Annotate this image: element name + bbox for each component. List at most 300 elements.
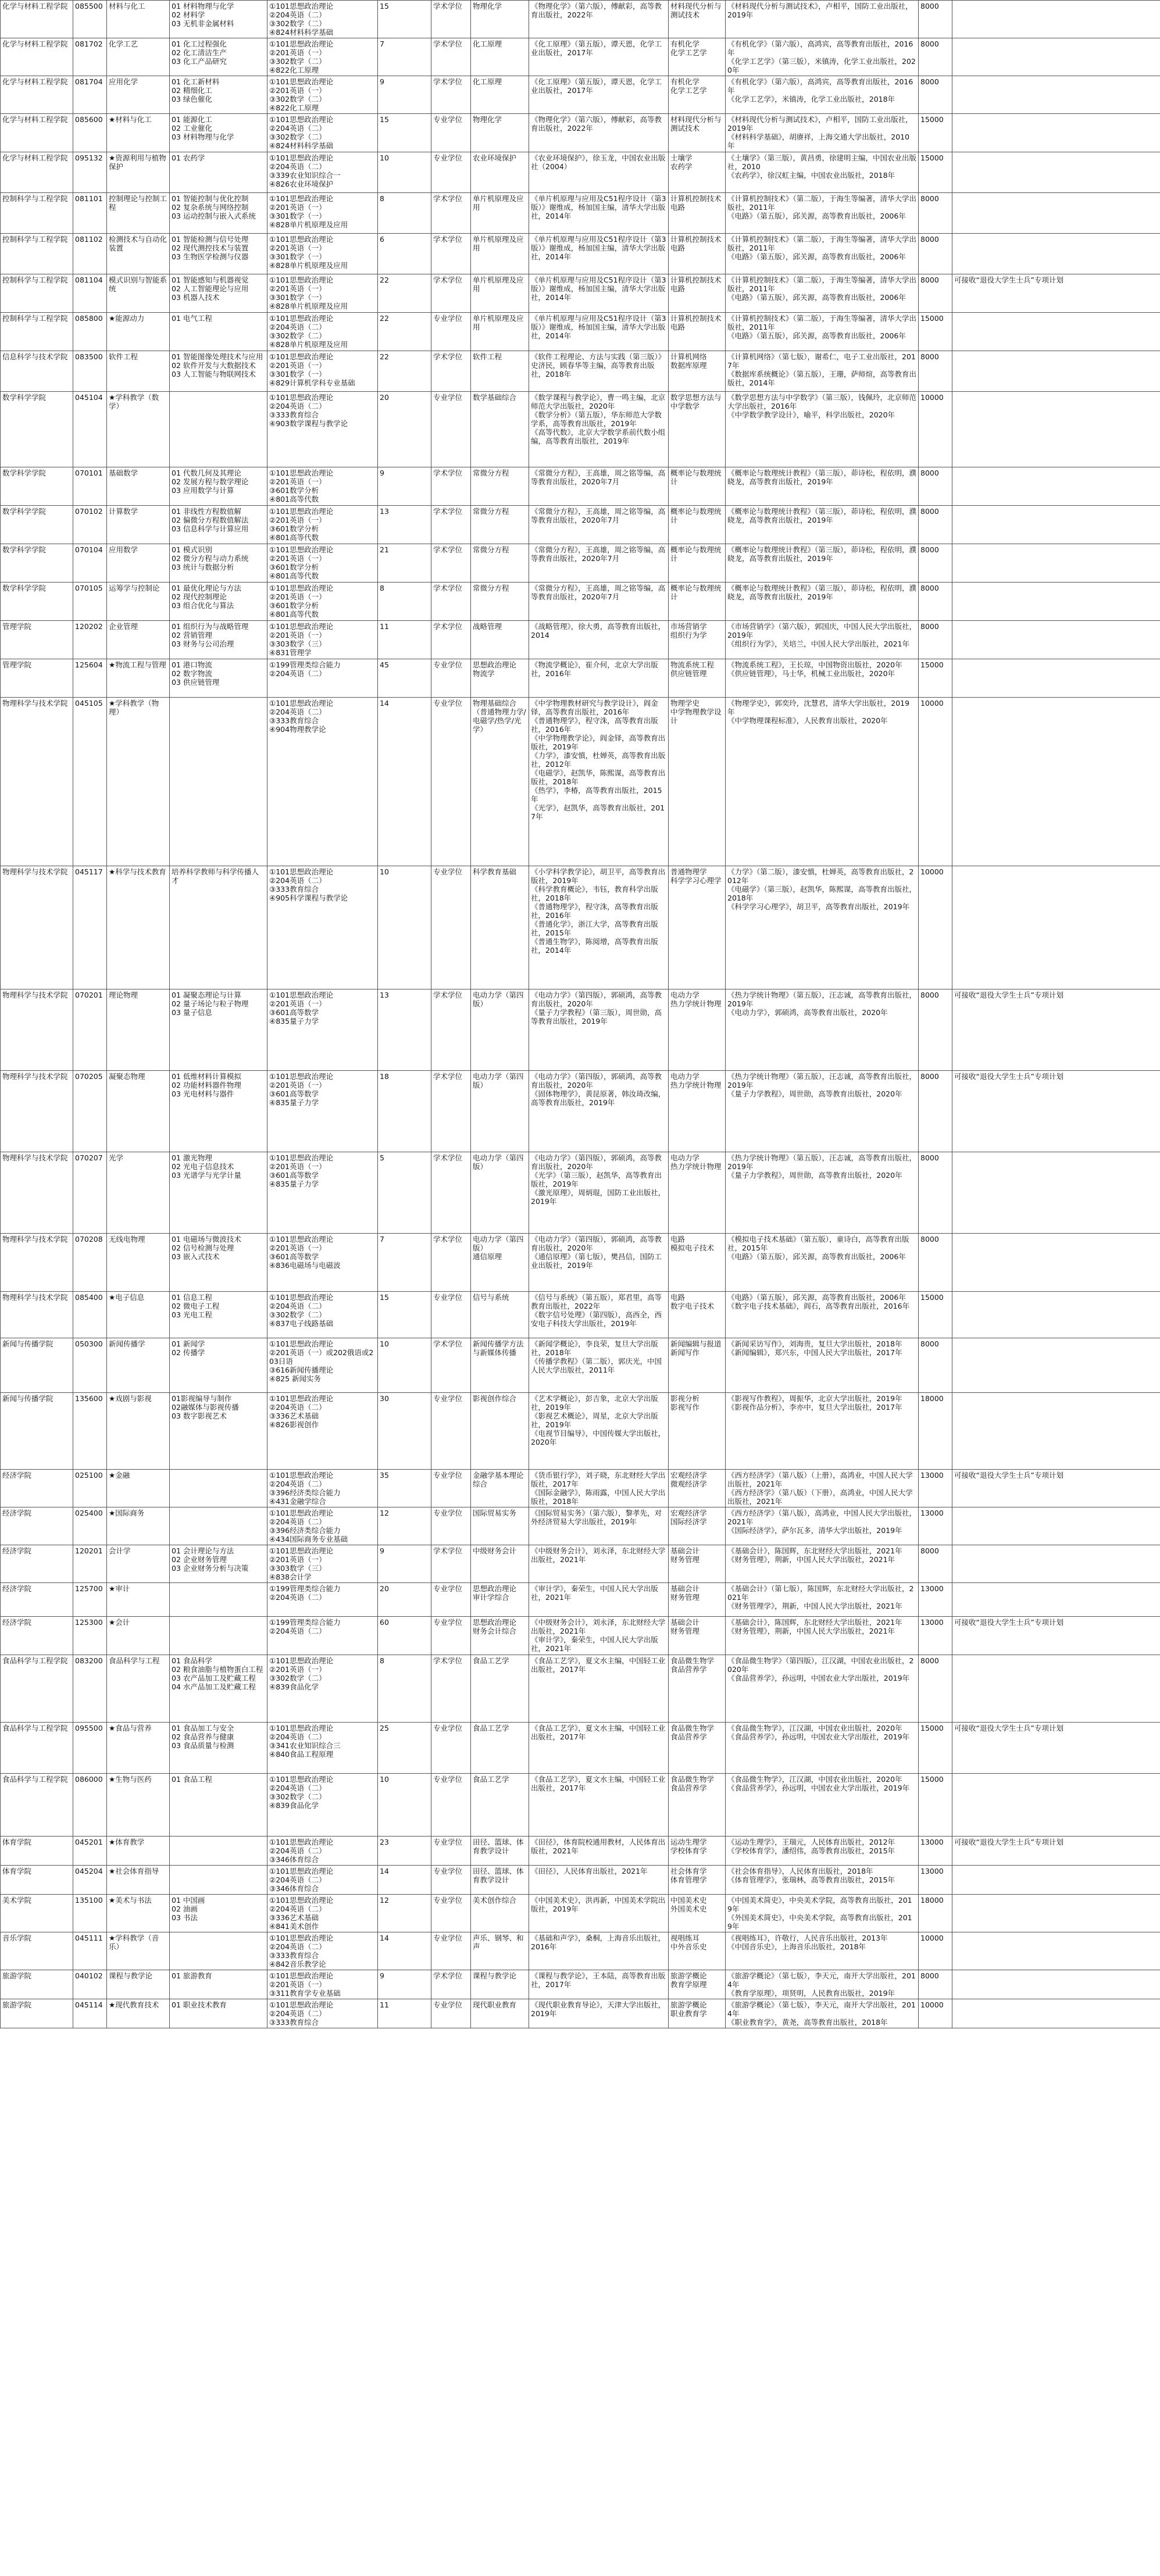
degree-type-cell: 学术学位 xyxy=(431,621,471,659)
table-row xyxy=(1,274,1160,313)
retest-subject-cell: 课程与教学论 xyxy=(471,1970,529,1999)
table-row xyxy=(1,1583,1160,1617)
tuition-cell: 15000 xyxy=(919,1774,952,1837)
college-cell: 控制科学与工程学院 xyxy=(1,313,73,351)
research-directions-cell: 01 智能检测与信号处理 02 现代测控技术与装置 03 生物医学检测与仪器 xyxy=(170,234,267,274)
retest-subject-cell: 化工原理 xyxy=(471,38,529,76)
degree-type-cell: 专业学位 xyxy=(431,698,471,866)
major-name-cell: 应用化学 xyxy=(107,76,170,114)
exam-subjects-cell: ①101思想政治理论 ②201英语（一） ③303数学（三） ④838会计学 xyxy=(267,1545,378,1583)
exam-subjects-cell: ①101思想政治理论 ②204英语（二） ③302数学（二） ④824材料科学基础 xyxy=(267,1,378,38)
major-name-cell: 光学 xyxy=(107,1152,170,1234)
exam-subjects-cell: ①101思想政治理论 ②204英语（二） ③302数学（二） ④837电子线路基础 xyxy=(267,1292,378,1338)
extra-test-reference-books-cell: 《食品微生物学》（第四版），江汉湖，中国农业出版社，2020年 《食品营养学》，孙远明，中国农业大学出版社，2019年 xyxy=(726,1655,919,1723)
degree-type-cell: 学术学位 xyxy=(431,38,471,76)
research-directions-cell: 01 化工过程强化 02 化工清洁生产 03 化工产品研究 xyxy=(170,38,267,76)
exam-subjects-cell: ①101思想政治理论 ②204英语（二） ③396经济类综合能力 ④434国际商务专业基础 xyxy=(267,1507,378,1545)
remarks-cell xyxy=(952,234,1160,274)
college-cell: 信息科学与技术学院 xyxy=(1,351,73,392)
table-row xyxy=(1,114,1160,152)
table-row xyxy=(1,351,1160,392)
college-cell: 控制科学与工程学院 xyxy=(1,274,73,313)
retest-subject-cell: 电动力学（第四版） xyxy=(471,989,529,1071)
table-row xyxy=(1,1655,1160,1723)
retest-reference-books-cell: 《数学课程与教学论》，曹一鸣主编，北京师范大学出版社，2020年 《数学分析》（第五版），华东师范大学数学系，高等教育出版社，2019年 《高等代数》，北京大学数学系前代数小组编，高等教育出版社，2019年 xyxy=(529,392,669,467)
remarks-cell xyxy=(952,583,1160,621)
retest-reference-books-cell: 《基础和声学》，桑桐，上海音乐出版社，2016年 xyxy=(529,1932,669,1970)
extra-test-subject-cell: 计算机控制技术 电路 xyxy=(669,313,726,351)
major-name-cell: ★物流工程与管理 xyxy=(107,659,170,698)
college-cell: 经济学院 xyxy=(1,1583,73,1617)
retest-subject-cell: 物理基础综合（普通物理力学/电磁学/热学/光学） xyxy=(471,698,529,866)
retest-subject-cell: 数学基础综合 xyxy=(471,392,529,467)
research-directions-cell: 01 农药学 xyxy=(170,152,267,193)
remarks-cell: 可接收“退役大学生士兵”专项计划 xyxy=(952,274,1160,313)
extra-test-reference-books-cell: 《模拟电子技术基础》（第五版），童诗白，高等教育出版社，2015年 《电路》（第五版），邱关源，高等教育出版社，2006年 xyxy=(726,1234,919,1292)
retest-subject-cell: 电动力学（第四版） 通信原理 xyxy=(471,1234,529,1292)
remarks-cell: 可接收“退役大学生士兵”专项计划 xyxy=(952,1617,1160,1655)
college-cell: 体育学院 xyxy=(1,1866,73,1895)
retest-subject-cell: 食品工艺学 xyxy=(471,1723,529,1774)
college-cell: 物理科学与技术学院 xyxy=(1,1071,73,1152)
remarks-cell xyxy=(952,1932,1160,1970)
retest-subject-cell: 田径、篮球、体育教学设计 xyxy=(471,1837,529,1866)
college-cell: 管理学院 xyxy=(1,659,73,698)
enrollment-count-cell: 60 xyxy=(378,1617,431,1655)
enrollment-count-cell: 18 xyxy=(378,1071,431,1152)
degree-type-cell: 专业学位 xyxy=(431,392,471,467)
retest-subject-cell: 常微分方程 xyxy=(471,583,529,621)
remarks-cell xyxy=(952,114,1160,152)
retest-subject-cell: 电动力学（第四版） xyxy=(471,1152,529,1234)
remarks-cell xyxy=(952,1393,1160,1470)
enrollment-count-cell: 7 xyxy=(378,1234,431,1292)
retest-subject-cell: 科学教育基础 xyxy=(471,866,529,989)
major-code-cell: 125604 xyxy=(73,659,107,698)
tuition-cell: 8000 xyxy=(919,1234,952,1292)
table-row xyxy=(1,506,1160,544)
major-name-cell: ★材料与化工 xyxy=(107,114,170,152)
research-directions-cell: 01 智能感知与机器视觉 02 人工智能理论与应用 03 机器人技术 xyxy=(170,274,267,313)
table-row xyxy=(1,1507,1160,1545)
exam-subjects-cell: ①101思想政治理论 ②204英语（二） ③302数学（二） ④828单片机原理及应用 xyxy=(267,313,378,351)
remarks-cell xyxy=(952,467,1160,506)
retest-subject-cell: 物理化学 xyxy=(471,114,529,152)
major-name-cell: ★审计 xyxy=(107,1583,170,1617)
extra-test-subject-cell: 影视分析 影视写作 xyxy=(669,1393,726,1470)
enrollment-count-cell: 8 xyxy=(378,1655,431,1723)
table-row xyxy=(1,1470,1160,1507)
tuition-cell: 15000 xyxy=(919,313,952,351)
research-directions-cell: 01 化工新材料 02 精细化工 03 绿色催化 xyxy=(170,76,267,114)
enrollment-count-cell: 14 xyxy=(378,1866,431,1895)
table-row xyxy=(1,1866,1160,1895)
college-cell: 旅游学院 xyxy=(1,1970,73,1999)
college-cell: 食品科学与工程学院 xyxy=(1,1774,73,1837)
tuition-cell: 8000 xyxy=(919,1655,952,1723)
exam-subjects-cell: ①101思想政治理论 ②201英语（一） ③301数学（一） ④828单片机原理及应用 xyxy=(267,193,378,234)
research-directions-cell: 01 激光物理 02 光电子信息技术 03 光谱学与光学计量 xyxy=(170,1152,267,1234)
remarks-cell xyxy=(952,392,1160,467)
remarks-cell xyxy=(952,1866,1160,1895)
exam-subjects-cell: ①101思想政治理论 ②204英语（二） ③346体育综合 xyxy=(267,1837,378,1866)
table-row xyxy=(1,1932,1160,1970)
tuition-cell: 13000 xyxy=(919,1866,952,1895)
major-code-cell: 045117 xyxy=(73,866,107,989)
extra-test-subject-cell: 材料现代分析与测试技术 xyxy=(669,1,726,38)
retest-reference-books-cell: 《食品工艺学》，夏文水主编，中国轻工业出版社，2017年 xyxy=(529,1655,669,1723)
extra-test-subject-cell: 概率论与数理统计 xyxy=(669,583,726,621)
exam-subjects-cell: ①101思想政治理论 ②201英语（一） ③601数学分析 ④801高等代数 xyxy=(267,467,378,506)
major-code-cell: 045201 xyxy=(73,1837,107,1866)
table-row xyxy=(1,866,1160,989)
tuition-cell: 13000 xyxy=(919,1837,952,1866)
research-directions-cell: 01 旅游教育 xyxy=(170,1970,267,1999)
major-name-cell: 课程与教学论 xyxy=(107,1970,170,1999)
enrollment-count-cell: 5 xyxy=(378,1152,431,1234)
table-row xyxy=(1,392,1160,467)
retest-reference-books-cell: 《化工原理》（第五版），谭天恩，化学工业出版社，2017年 xyxy=(529,38,669,76)
remarks-cell xyxy=(952,1338,1160,1393)
extra-test-reference-books-cell: 《概率论与数理统计教程》（第三版），茆诗松，程依明，濮晓龙，高等教育出版社，2019年 xyxy=(726,583,919,621)
retest-reference-books-cell: 《软件工程理论、方法与实践（第三版）》史济民，顾春华等主编，高等教育出版社，2018年 xyxy=(529,351,669,392)
extra-test-reference-books-cell: 《新闻采访写作》，刘海贵，复旦大学出版社，2018年 《新闻编辑》，郑兴东，中国人民大学出版社，2017年 xyxy=(726,1338,919,1393)
retest-subject-cell: 软件工程 xyxy=(471,351,529,392)
extra-test-subject-cell: 计算机网络 数据库原理 xyxy=(669,351,726,392)
degree-type-cell: 专业学位 xyxy=(431,1583,471,1617)
degree-type-cell: 学术学位 xyxy=(431,1655,471,1723)
table-body xyxy=(1,1,1160,2028)
table-row xyxy=(1,659,1160,698)
tuition-cell: 8000 xyxy=(919,234,952,274)
major-code-cell: 070201 xyxy=(73,989,107,1071)
extra-test-subject-cell: 中国美术史 外国美术史 xyxy=(669,1895,726,1932)
retest-subject-cell: 美术创作综合 xyxy=(471,1895,529,1932)
college-cell: 物理科学与技术学院 xyxy=(1,1234,73,1292)
retest-subject-cell: 单片机原理及应用 xyxy=(471,313,529,351)
enrollment-count-cell: 12 xyxy=(378,1895,431,1932)
enrollment-count-cell: 14 xyxy=(378,698,431,866)
retest-reference-books-cell: 《单片机原理与应用及C51程序设计（第3版）》谢维成，杨加国主编，清华大学出版社，2014年 xyxy=(529,234,669,274)
major-code-cell: 050300 xyxy=(73,1338,107,1393)
exam-subjects-cell: ①101思想政治理论 ②201英语（一） ③301数学（一） ④828单片机原理及应用 xyxy=(267,274,378,313)
extra-test-subject-cell: 宏观经济学 国际经济学 xyxy=(669,1507,726,1545)
remarks-cell xyxy=(952,38,1160,76)
table-row xyxy=(1,313,1160,351)
table-row xyxy=(1,1545,1160,1583)
extra-test-reference-books-cell: 《概率论与数理统计教程》（第三版），茆诗松，程依明，濮晓龙，高等教育出版社，2019年 xyxy=(726,506,919,544)
research-directions-cell: 01 会计理论与方法 02 企业财务管理 03 企业财务分析与决策 xyxy=(170,1545,267,1583)
enrollment-count-cell: 20 xyxy=(378,1583,431,1617)
extra-test-subject-cell: 基础会计 财务管理 xyxy=(669,1545,726,1583)
tuition-cell: 8000 xyxy=(919,1,952,38)
extra-test-reference-books-cell: 《旅游学概论》（第七版），李天元，南开大学出版社，2014年 《职业教育学》，黄尧，高等教育出版社，2018年 xyxy=(726,1999,919,2028)
research-directions-cell: 01 能源化工 02 工业催化 03 材料物理与化学 xyxy=(170,114,267,152)
major-code-cell: 135600 xyxy=(73,1393,107,1470)
major-code-cell: 045114 xyxy=(73,1999,107,2028)
college-cell: 食品科学与工程学院 xyxy=(1,1655,73,1723)
major-name-cell: ★食品与营养 xyxy=(107,1723,170,1774)
degree-type-cell: 学术学位 xyxy=(431,506,471,544)
college-cell: 经济学院 xyxy=(1,1470,73,1507)
extra-test-reference-books-cell: 《食品微生物学》，江汉湖，中国农业出版社，2020年 《食品营养学》，孙远明，中国农业大学出版社，2019年 xyxy=(726,1774,919,1837)
extra-test-subject-cell: 有机化学 化学工艺学 xyxy=(669,76,726,114)
extra-test-subject-cell: 社会体育学 体育管理学 xyxy=(669,1866,726,1895)
tuition-cell: 8000 xyxy=(919,1970,952,1999)
table-row xyxy=(1,1895,1160,1932)
retest-reference-books-cell: 《田径》，人民体育出版社，2021年 xyxy=(529,1866,669,1895)
major-name-cell: ★科学与技术教育 xyxy=(107,866,170,989)
exam-subjects-cell: ①101思想政治理论 ②204英语（二） ③333教育综合 ④842音乐教学论 xyxy=(267,1932,378,1970)
major-code-cell: 045104 xyxy=(73,392,107,467)
exam-subjects-cell: ①101思想政治理论 ②204英语（二） ③333教育综合 ④905科学课程与教学论 xyxy=(267,866,378,989)
table-row xyxy=(1,152,1160,193)
extra-test-subject-cell: 土壤学 农药学 xyxy=(669,152,726,193)
degree-type-cell: 专业学位 xyxy=(431,659,471,698)
table-row xyxy=(1,583,1160,621)
tuition-cell: 10000 xyxy=(919,866,952,989)
extra-test-reference-books-cell: 《概率论与数理统计教程》（第三版），茆诗松，程依明，濮晓龙，高等教育出版社，2019年 xyxy=(726,467,919,506)
major-code-cell: 025400 xyxy=(73,1507,107,1545)
extra-test-subject-cell: 材料现代分析与测试技术 xyxy=(669,114,726,152)
enrollment-count-cell: 15 xyxy=(378,1292,431,1338)
table-row xyxy=(1,1723,1160,1774)
exam-subjects-cell: ①101思想政治理论 ②204英语（二） ③346体育综合 xyxy=(267,1866,378,1895)
major-name-cell: ★现代教育技术 xyxy=(107,1999,170,2028)
exam-subjects-cell: ①101思想政治理论 ②201英语（一） ③303数学（三） ④831管理学 xyxy=(267,621,378,659)
retest-reference-books-cell: 《小学科学教学论》，胡卫平，高等教育出版社，2019年 《科学教育概论》，韦钰，教育科学出版社，2018年 《普通物理学》，程守洙，高等教育出版社，2016年 《普通化学》，浙江大学，高等教育出版社，2015年 《普通生物学》，陈阅增，高等教育出版社，2014年 xyxy=(529,866,669,989)
retest-subject-cell: 单片机原理及应用 xyxy=(471,193,529,234)
enrollment-count-cell: 22 xyxy=(378,274,431,313)
extra-test-reference-books-cell: 《食品微生物学》，江汉湖，中国农业出版社，2020年 《食品营养学》，孙远明，中国农业大学出版社，2019年 xyxy=(726,1723,919,1774)
table-row xyxy=(1,234,1160,274)
exam-subjects-cell: ①101思想政治理论 ②204英语（二） ③341农业知识综合三 ④840食品工程原理 xyxy=(267,1723,378,1774)
enrollment-count-cell: 20 xyxy=(378,392,431,467)
remarks-cell xyxy=(952,866,1160,989)
retest-reference-books-cell: 《食品工艺学》，夏文水主编，中国轻工业出版社，2017年 xyxy=(529,1723,669,1774)
retest-reference-books-cell: 《战略管理》，徐大勇，高等教育出版社，2014 xyxy=(529,621,669,659)
exam-subjects-cell: ①101思想政治理论 ②204英语（二） ③336艺术基础 ④826影视创作 xyxy=(267,1393,378,1470)
exam-subjects-cell: ①101思想政治理论 ②201英语（一） ③302数学（二） ④839食品化学 xyxy=(267,1655,378,1723)
enrollment-count-cell: 23 xyxy=(378,1837,431,1866)
tuition-cell: 15000 xyxy=(919,1292,952,1338)
exam-subjects-cell: ①101思想政治理论 ②201英语（一） ③601高等数学 ④835量子力学 xyxy=(267,1071,378,1152)
extra-test-subject-cell: 物流系统工程 供应链管理 xyxy=(669,659,726,698)
remarks-cell xyxy=(952,1970,1160,1999)
extra-test-reference-books-cell: 《有机化学》（第六版），高鸿宾，高等教育出版社，2016年 《化学工艺学》（第三版），米镇涛，化学工业出版社，2020年 xyxy=(726,38,919,76)
degree-type-cell: 学术学位 xyxy=(431,1,471,38)
research-directions-cell: 01 食品加工与安全 02 食品营养与健康 03 食品质量与检测 xyxy=(170,1723,267,1774)
major-name-cell: 无线电物理 xyxy=(107,1234,170,1292)
extra-test-subject-cell: 计算机控制技术 电路 xyxy=(669,234,726,274)
major-code-cell: 086000 xyxy=(73,1774,107,1837)
extra-test-reference-books-cell: 《影视写作教程》，周振华，北京大学出版社，2019年 《影视作品分析》，李亦中，复旦大学出版社，2017年 xyxy=(726,1393,919,1470)
remarks-cell xyxy=(952,698,1160,866)
retest-subject-cell: 现代职业教育 xyxy=(471,1999,529,2028)
major-name-cell: ★国际商务 xyxy=(107,1507,170,1545)
college-cell: 物理科学与技术学院 xyxy=(1,1152,73,1234)
major-name-cell: 企业管理 xyxy=(107,621,170,659)
major-code-cell: 120202 xyxy=(73,621,107,659)
retest-subject-cell: 农业环境保护 xyxy=(471,152,529,193)
remarks-cell xyxy=(952,351,1160,392)
tuition-cell: 8000 xyxy=(919,583,952,621)
retest-reference-books-cell: 《电动力学》（第四版），郭硕鸿，高等教育出版社，2020年 《固体物理学》，黄昆原著，韩汝琦改编，高等教育出版社，2019年 xyxy=(529,1071,669,1152)
enrollment-count-cell: 11 xyxy=(378,621,431,659)
remarks-cell xyxy=(952,1234,1160,1292)
retest-reference-books-cell: 《信号与系统》（第五版），郑君里，高等教育出版社，2022年 《数字信号处理》（第四版），高西全，西安电子科技大学出版社，2019年 xyxy=(529,1292,669,1338)
major-name-cell: ★电子信息 xyxy=(107,1292,170,1338)
remarks-cell xyxy=(952,1292,1160,1338)
degree-type-cell: 学术学位 xyxy=(431,467,471,506)
major-name-cell: ★生物与医药 xyxy=(107,1774,170,1837)
research-directions-cell: 01影视编导与制作 02融媒体与影视传播 03 数字影视艺术 xyxy=(170,1393,267,1470)
major-name-cell: ★戏剧与影视 xyxy=(107,1393,170,1470)
degree-type-cell: 专业学位 xyxy=(431,1774,471,1837)
tuition-cell: 8000 xyxy=(919,1152,952,1234)
research-directions-cell: 01 新闻学 02 传播学 xyxy=(170,1338,267,1393)
extra-test-subject-cell: 电动力学 热力学统计物理 xyxy=(669,989,726,1071)
remarks-cell xyxy=(952,76,1160,114)
degree-type-cell: 学术学位 xyxy=(431,1545,471,1583)
retest-subject-cell: 国际贸易实务 xyxy=(471,1507,529,1545)
retest-subject-cell: 单片机原理及应用 xyxy=(471,274,529,313)
degree-type-cell: 专业学位 xyxy=(431,1507,471,1545)
retest-reference-books-cell: 《常微分方程》，王高雄，周之铭等编，高等教育出版社，2020年7月 xyxy=(529,467,669,506)
exam-subjects-cell: ①101思想政治理论 ②201英语（一） ③601高等数学 ④835量子力学 xyxy=(267,989,378,1071)
extra-test-reference-books-cell: 《有机化学》（第六版），高鸿宾，高等教育出版社，2016年 《化学工艺学》，米镇涛，化学工业出版社，2018年 xyxy=(726,76,919,114)
extra-test-reference-books-cell: 《热力学统计物理》（第五版），汪志诚，高等教育出版社，2019年 《量子力学教程》，周世勋，高等教育出版社，2020年 xyxy=(726,1071,919,1152)
enrollment-count-cell: 35 xyxy=(378,1470,431,1507)
extra-test-subject-cell: 普通物理学 科学学习心理学 xyxy=(669,866,726,989)
college-cell: 化学与材料工程学院 xyxy=(1,152,73,193)
tuition-cell: 10000 xyxy=(919,1999,952,2028)
exam-subjects-cell: ①101思想政治理论 ②204英语（二） ③396经济类综合能力 ④431金融学综合 xyxy=(267,1470,378,1507)
major-code-cell: 081101 xyxy=(73,193,107,234)
extra-test-subject-cell: 市场营销学 组织行为学 xyxy=(669,621,726,659)
retest-reference-books-cell: 《化工原理》（第五版），谭天恩，化学工业出版社，2017年 xyxy=(529,76,669,114)
degree-type-cell: 专业学位 xyxy=(431,1470,471,1507)
table-row xyxy=(1,76,1160,114)
research-directions-cell: 01 港口物流 02 数字物流 03 供应链管理 xyxy=(170,659,267,698)
major-code-cell: 070101 xyxy=(73,467,107,506)
degree-type-cell: 专业学位 xyxy=(431,1723,471,1774)
major-code-cell: 135100 xyxy=(73,1895,107,1932)
college-cell: 数学科学学院 xyxy=(1,583,73,621)
extra-test-reference-books-cell: 《物理学史》，郭奕玲，沈慧君，清华大学出版社，2019年 《中学物理课程标准》，人民教育出版社，2020年 xyxy=(726,698,919,866)
retest-subject-cell: 常微分方程 xyxy=(471,467,529,506)
research-directions-cell: 01 智能控制与优化控制 02 复杂系统与网络控制 03 运动控制与嵌入式系统 xyxy=(170,193,267,234)
research-directions-cell: 01 低维材料计算模拟 02 功能材料器件物理 03 光电材料与器件 xyxy=(170,1071,267,1152)
tuition-cell: 15000 xyxy=(919,1723,952,1774)
major-code-cell: 070207 xyxy=(73,1152,107,1234)
remarks-cell: 可接收“退役大学生士兵”专项计划 xyxy=(952,1837,1160,1866)
major-name-cell: 新闻传播学 xyxy=(107,1338,170,1393)
enrollment-count-cell: 10 xyxy=(378,1338,431,1393)
degree-type-cell: 专业学位 xyxy=(431,1292,471,1338)
degree-type-cell: 学术学位 xyxy=(431,583,471,621)
extra-test-subject-cell: 电路 模拟电子技术 xyxy=(669,1234,726,1292)
research-directions-cell xyxy=(170,1932,267,1970)
enrollment-count-cell: 10 xyxy=(378,866,431,989)
retest-subject-cell: 常微分方程 xyxy=(471,544,529,583)
retest-subject-cell: 信号与系统 xyxy=(471,1292,529,1338)
retest-subject-cell: 战略管理 xyxy=(471,621,529,659)
degree-type-cell: 专业学位 xyxy=(431,1999,471,2028)
college-cell: 新闻与传播学院 xyxy=(1,1393,73,1470)
extra-test-subject-cell: 物理学史 中学物理教学设计 xyxy=(669,698,726,866)
extra-test-reference-books-cell: 《计算机控制技术》（第二版），于海生等编著，清华大学出版社，2011年 《电路》（第五版），邱关源，高等教育出版社，2006年 xyxy=(726,234,919,274)
research-directions-cell: 01 模式识别 02 微分方程与动力系统 03 统计与数据分析 xyxy=(170,544,267,583)
remarks-cell xyxy=(952,1152,1160,1234)
extra-test-subject-cell: 运动生理学 学校体育学 xyxy=(669,1837,726,1866)
college-cell: 经济学院 xyxy=(1,1545,73,1583)
tuition-cell: 8000 xyxy=(919,1071,952,1152)
remarks-cell: 可接收“退役大学生士兵”专项计划 xyxy=(952,989,1160,1071)
extra-test-subject-cell: 食品微生物学 食品营养学 xyxy=(669,1774,726,1837)
remarks-cell xyxy=(952,1583,1160,1617)
table-row xyxy=(1,1774,1160,1837)
retest-reference-books-cell: 《物理化学》（第六版），傅献彩，高等教育出版社，2022年 xyxy=(529,114,669,152)
enrollment-count-cell: 15 xyxy=(378,114,431,152)
degree-type-cell: 学术学位 xyxy=(431,1234,471,1292)
tuition-cell: 8000 xyxy=(919,351,952,392)
research-directions-cell: 01 职业技术教育 xyxy=(170,1999,267,2028)
extra-test-reference-books-cell: 《材料现代分析与测试技术》，卢相平，国防工业出版社，2019年 xyxy=(726,1,919,38)
extra-test-subject-cell: 电动力学 热力学统计物理 xyxy=(669,1152,726,1234)
major-code-cell: 081104 xyxy=(73,274,107,313)
retest-subject-cell: 影视创作综合 xyxy=(471,1393,529,1470)
major-code-cell: 070102 xyxy=(73,506,107,544)
remarks-cell xyxy=(952,1774,1160,1837)
retest-reference-books-cell: 《中级财务会计》，刘永泽，东北财经大学出版社，2021年 xyxy=(529,1545,669,1583)
research-directions-cell: 01 中国画 02 油画 03 书法 xyxy=(170,1895,267,1932)
extra-test-subject-cell: 基础会计 财务管理 xyxy=(669,1617,726,1655)
exam-subjects-cell: ①199管理类综合能力 ②204英语（二） xyxy=(267,1617,378,1655)
retest-reference-books-cell: 《现代职业教育导论》，天津大学出版社，2019年 xyxy=(529,1999,669,2028)
retest-reference-books-cell: 《国际贸易实务》（第六版），黎孝先，对外经济贸易大学出版社，2019年 xyxy=(529,1507,669,1545)
extra-test-reference-books-cell: 《基础会计》，陈国辉，东北财经大学出版社，2021年 《财务管理》，荆新，中国人民大学出版社，2021年 xyxy=(726,1545,919,1583)
exam-subjects-cell: ①101思想政治理论 ②204英语（二） ③333教育综合 xyxy=(267,1999,378,2028)
tuition-cell: 8000 xyxy=(919,467,952,506)
extra-test-reference-books-cell: 《运动生理学》，王瑞元，人民体育出版社，2012年 《学校体育学》，潘绍伟，高等教育出版社，2015年 xyxy=(726,1837,919,1866)
remarks-cell: 可接收“退役大学生士兵”专项计划 xyxy=(952,1071,1160,1152)
degree-type-cell: 学术学位 xyxy=(431,1338,471,1393)
major-code-cell: 070205 xyxy=(73,1071,107,1152)
major-name-cell: 检测技术与自动化装置 xyxy=(107,234,170,274)
major-name-cell: ★金融 xyxy=(107,1470,170,1507)
enrollment-count-cell: 11 xyxy=(378,1999,431,2028)
remarks-cell xyxy=(952,1655,1160,1723)
tuition-cell: 18000 xyxy=(919,1393,952,1470)
tuition-cell: 8000 xyxy=(919,1338,952,1393)
table-row xyxy=(1,544,1160,583)
college-cell: 化学与材料工程学院 xyxy=(1,114,73,152)
enrollment-count-cell: 45 xyxy=(378,659,431,698)
college-cell: 化学与材料工程学院 xyxy=(1,38,73,76)
major-code-cell: 040102 xyxy=(73,1970,107,1999)
degree-type-cell: 专业学位 xyxy=(431,1617,471,1655)
extra-test-subject-cell: 概率论与数理统计 xyxy=(669,467,726,506)
college-cell: 化学与材料工程学院 xyxy=(1,76,73,114)
major-code-cell: 095500 xyxy=(73,1723,107,1774)
research-directions-cell: 01 代数几何及其理论 02 发展方程与数学理论 03 应用数学与计算 xyxy=(170,467,267,506)
retest-subject-cell: 思想政治理论 财务会计综合 xyxy=(471,1617,529,1655)
retest-reference-books-cell: 《单片机原理与应用及C51程序设计（第3版）》谢维成，杨加国主编，清华大学出版社，2014年 xyxy=(529,313,669,351)
retest-reference-books-cell: 《中国美术史》，洪再新，中国美术学院出版社，2019年 xyxy=(529,1895,669,1932)
table-row xyxy=(1,1,1160,38)
extra-test-subject-cell: 电路 数字电子技术 xyxy=(669,1292,726,1338)
